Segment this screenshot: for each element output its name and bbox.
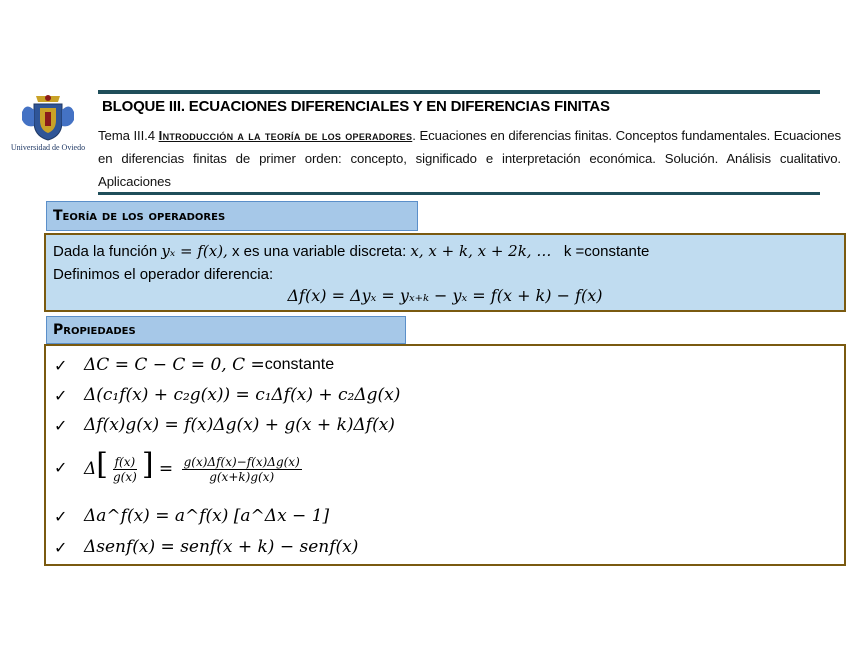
property-item-quotient: ✓ Δ[ $\frac{f(x)}{g(x)}$ ] = $\frac{g(x)\Delta f(x)-f(x)\Delta g(x)}{g(x+k)g(x)}$ [54,447,300,484]
check-icon: ✓ [54,355,68,375]
property-expression: Δ(c₁f(x) + c₂g(x)) = c₁Δf(x) + c₂Δg(x) [84,385,401,405]
intro-line [53,242,649,260]
section-title-operadores: Teoría de los operadores [46,201,418,231]
tema-rest: . Ecuaciones en diferencias finitas. Conceptos fundamentales. Ecuaciones en diferencias finitas de primer orden: concepto, significado e interpretación económica. Solución. Análisis cualitativo. Aplicaciones [98,128,841,189]
property-item [54,385,400,405]
definition-text: Definimos el operador diferencia: [53,266,274,283]
header-bottom-rule [98,192,820,195]
intro-text: Dada la función [53,243,158,260]
crest-icon [16,92,80,142]
property-item [54,537,358,557]
operadores-box [44,233,846,312]
property-item [54,415,395,435]
check-icon: ✓ [54,457,68,477]
tema-description [98,124,841,193]
difference-operator-formula: Δf(x) = Δyₓ = yₓ₊ₖ − yₓ = f(x + k) − f(x) [287,286,603,305]
intro-text2: x es una variable discreta: [231,243,407,260]
university-logo [4,92,92,154]
header-top-rule [98,90,820,94]
property-expression: Δf(x)g(x) = f(x)Δg(x) + g(x + k)Δf(x) [84,415,395,435]
tema-bold-title: Introducción a la teoría de los operadores [158,128,413,143]
result-denominator: g(x+k)g(x) [209,470,275,484]
check-icon: ✓ [54,537,68,557]
tema-prefix: Tema III.4 [98,128,155,143]
page-title: BLOQUE III. ECUACIONES DIFERENCIALES Y EN DIFERENCIAS FINITAS [102,98,610,115]
property-item [54,355,334,375]
check-icon: ✓ [54,385,68,405]
check-icon: ✓ [54,415,68,435]
quotient-numerator: f(x) [114,455,136,469]
property-expression: ΔC = C − C = 0, C = [84,355,265,375]
check-icon: ✓ [54,506,68,526]
k-constant: k =constante [563,243,650,260]
propiedades-box [44,344,846,566]
intro-math2: x, x + k, x + 2k, … [410,242,552,260]
property-expression: Δsenf(x) = senf(x + k) − senf(x) [84,537,359,557]
property-expression: Δa^f(x) = a^f(x) [a^Δx − 1] [84,506,330,526]
property-suffix: constante [264,356,335,373]
quotient-denominator: g(x) [113,470,137,484]
intro-math: yₓ = f(x), [161,242,228,260]
result-numerator: g(x)Δf(x)−f(x)Δg(x) [183,455,300,469]
section-title-propiedades: Propiedades [46,316,406,344]
property-item [54,506,329,526]
logo-caption: Universidad de Oviedo [10,143,86,152]
